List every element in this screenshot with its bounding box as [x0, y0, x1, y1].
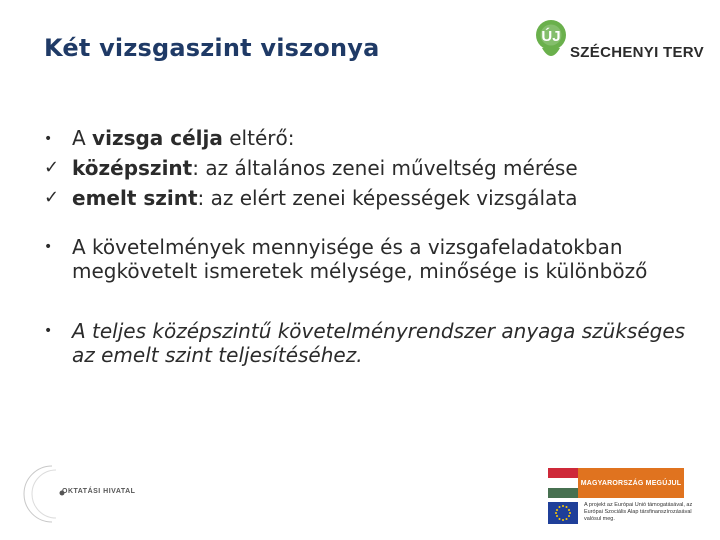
- hungarian-flag-icon: [548, 468, 578, 498]
- bullet-icon: •: [44, 323, 53, 339]
- magyarorszag-megujul-logo: [548, 468, 698, 528]
- advanced-level-bold: emelt szint: [72, 186, 198, 210]
- megujul-banner-label: MAGYARORSZÁG MEGÚJUL: [578, 468, 684, 498]
- checkmark-icon: ✓: [44, 187, 60, 208]
- bullet-item-purpose: [44, 123, 704, 153]
- logo-brand-text: SZÉCHENYI TERV: [570, 44, 704, 61]
- requirements-text: A követelmények mennyisége és a vizsgafeladatokban megkövetelt ismeretek mélysége, minősége is különböző: [72, 235, 648, 283]
- medium-level-text: : az általános zenei műveltség mérése: [192, 156, 578, 180]
- bullet-item-system: [44, 319, 704, 367]
- advanced-level-text: : az elért zenei képességek vizsgálata: [197, 186, 578, 210]
- bullet-icon: •: [44, 131, 53, 147]
- check-item-medium-level: [44, 153, 704, 183]
- system-text: A teljes középszintű követelményrendszer anyaga szükséges az emelt szint teljesítéséhez.: [72, 319, 686, 367]
- oktatasi-hivatal-text: OKTATÁSI HIVATAL: [62, 488, 136, 495]
- check-item-advanced-level: [44, 183, 704, 213]
- oktatasi-hivatal-logo: [22, 458, 142, 528]
- szechenyi-terv-logo: [534, 18, 704, 68]
- logo-mark-letters: ÚJ: [541, 28, 561, 45]
- checkmark-icon: ✓: [44, 157, 60, 178]
- purpose-suffix: eltérő:: [222, 126, 295, 150]
- purpose-bold: vizsga célja: [92, 126, 223, 150]
- szechenyi-terv-mark-icon: [534, 18, 568, 68]
- slide-title: Két vizsgaszint viszonya: [44, 34, 380, 62]
- purpose-prefix: A: [72, 126, 93, 150]
- medium-level-bold: középszint: [72, 156, 193, 180]
- eu-funding-text: A projekt az Európai Unió támogatásával, az Európai Szociális Alap társfinanszírozásával valósul meg.: [584, 502, 693, 522]
- eu-flag-icon: [548, 502, 578, 524]
- megujul-banner: [548, 468, 684, 498]
- bullet-item-requirements: [44, 235, 704, 283]
- slide-content: [44, 123, 704, 367]
- bullet-icon: •: [44, 239, 53, 255]
